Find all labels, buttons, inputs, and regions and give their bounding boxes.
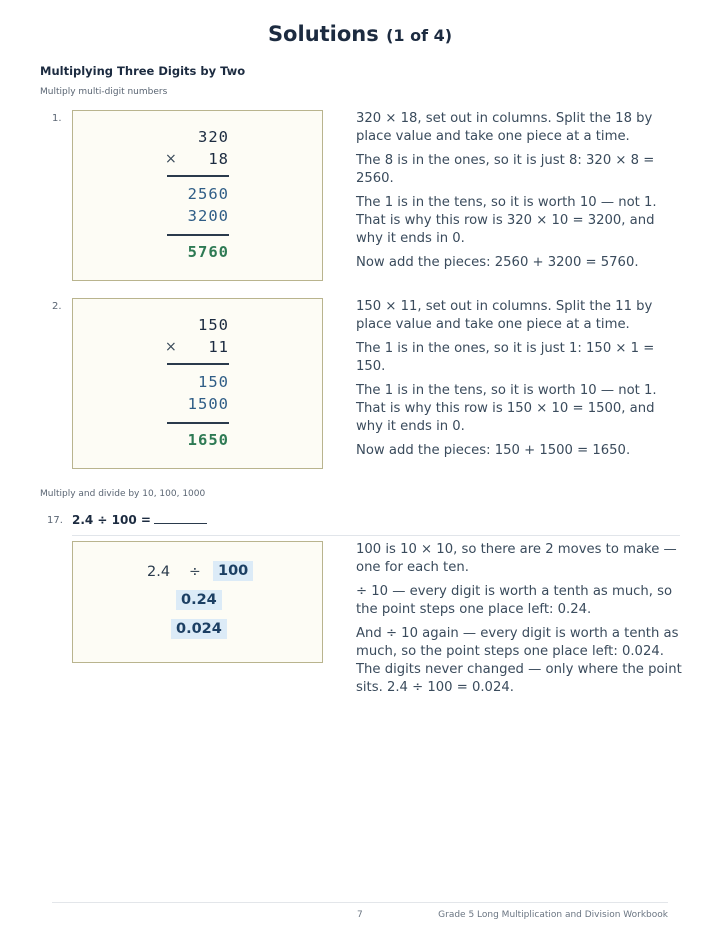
explanation-line: The 1 is in the tens, so it is worth 10 — not 1. That is why this row is 320 × 10 = 3200, and why it ends in 0. <box>356 195 657 246</box>
partial-product: 150 <box>198 373 229 391</box>
explanation-line: And ÷ 10 again — every digit is worth a tenth as much, so the point steps one place left: 0.024. The digits never changed — only where the point sits. 2.4 ÷ 100 = 0.024. <box>356 626 682 695</box>
step-result-chip: 0.024 <box>171 619 227 639</box>
rule-line <box>167 422 229 424</box>
footer-divider <box>52 902 668 903</box>
total-product: 5760 <box>187 243 229 261</box>
section-title: Multiplying Three Digits by Two <box>40 64 246 78</box>
book-title: Grade 5 Long Multiplication and Division Workbook <box>438 910 668 920</box>
explanation-line: The 1 is in the ones, so it is just 1: 150 × 1 = 150. <box>356 341 655 374</box>
rule-line <box>167 234 229 236</box>
section-subtitle: Multiply and divide by 10, 100, 1000 <box>40 489 206 499</box>
problem-prompt: 2.4 ÷ 100 = <box>72 513 151 527</box>
explanation-line: 320 × 18, set out in columns. Split the 18 by place value and take one piece at a time. <box>356 111 653 144</box>
answer-blank <box>154 523 207 524</box>
explanation <box>356 541 684 703</box>
problem-number: 2. <box>52 301 62 312</box>
explanation-line: 150 × 11, set out in columns. Split the 11 by place value and take one piece at a time. <box>356 299 653 332</box>
multiplicand: 320 <box>198 128 229 146</box>
section-subtitle: Multiply multi-digit numbers <box>40 87 168 97</box>
explanation <box>356 110 684 278</box>
divide-sign: ÷ <box>189 564 201 580</box>
divisor-chip: 100 <box>213 561 253 581</box>
explanation-line: Now add the pieces: 150 + 1500 = 1650. <box>356 443 631 458</box>
title-text: Solutions <box>267 22 379 46</box>
total-product: 1650 <box>187 431 229 449</box>
partial-product: 2560 <box>187 185 229 203</box>
divider <box>72 535 680 536</box>
problem-number: 1. <box>52 113 62 124</box>
problem-number: 17. <box>47 515 63 526</box>
times-sign: × <box>165 151 177 167</box>
work-box <box>72 110 323 281</box>
multiplier: 11 <box>208 338 229 356</box>
step-result-chip: 0.24 <box>176 590 222 610</box>
explanation-line: ÷ 10 — every digit is worth a tenth as much, so the point steps one place left: 0.24. <box>356 584 673 617</box>
multiplicand: 150 <box>198 316 229 334</box>
times-sign: × <box>165 339 177 355</box>
dividend: 2.4 <box>147 564 171 580</box>
rule-line <box>167 175 229 177</box>
page-title <box>0 22 720 46</box>
explanation-line: The 1 is in the tens, so it is worth 10 — not 1. That is why this row is 150 × 10 = 1500, and why it ends in 0. <box>356 383 657 434</box>
page-number: 7 <box>357 910 363 920</box>
multiplier: 18 <box>208 150 229 168</box>
explanation-line: Now add the pieces: 2560 + 3200 = 5760. <box>356 255 639 270</box>
partial-product: 3200 <box>187 207 229 225</box>
work-box <box>72 541 323 663</box>
explanation-line: The 8 is in the ones, so it is just 8: 320 × 8 = 2560. <box>356 153 655 186</box>
explanation-line: 100 is 10 × 10, so there are 2 moves to make — one for each ten. <box>356 542 677 575</box>
partial-product: 1500 <box>187 395 229 413</box>
rule-line <box>167 363 229 365</box>
title-suffix: (1 of 4) <box>386 26 453 45</box>
explanation <box>356 298 684 466</box>
work-box <box>72 298 323 469</box>
